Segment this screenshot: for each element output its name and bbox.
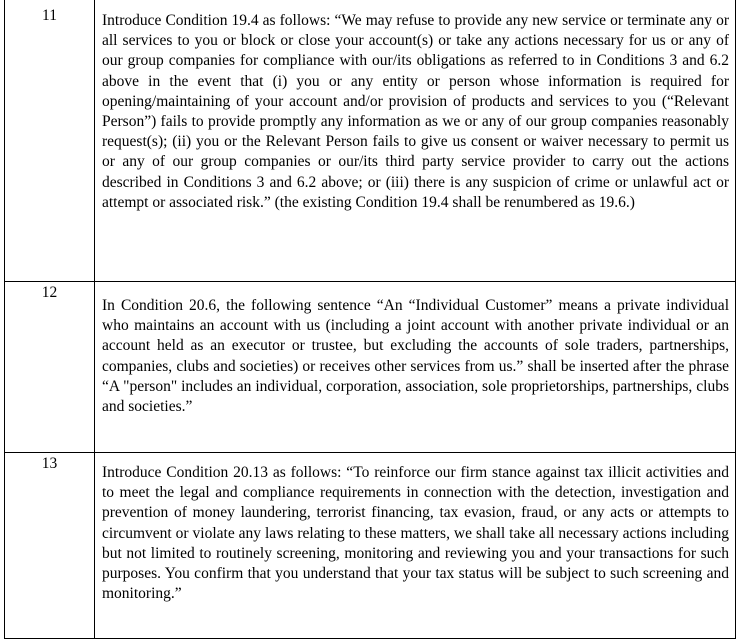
- item-number: 11: [5, 0, 95, 282]
- item-number: 12: [5, 282, 95, 453]
- table-row: [5, 453, 736, 639]
- table-row: [5, 282, 736, 453]
- item-text: Introduce Condition 20.13 as follows: “To reinforce our firm stance against tax illicit activities and to meet the legal and compliance requirements in connection with the detection, investigation and prevention of money laundering, terrorist financing, tax evasion, fraud, or any acts or attempts to circumvent or violate any laws relating to these matters, we shall take all necessary actions including but not limited to routinely screening, monitoring and reviewing you and your transactions for such purposes. You confirm that you understand that your tax status will be subject to such screening and monitoring.”: [95, 453, 736, 639]
- amendments-table: [4, 0, 736, 639]
- item-text: In Condition 20.6, the following sentence “An “Individual Customer” means a private individual who maintains an account with us (including a joint account with another private individual or an account held as an executor or trustee, but excluding the accounts of sole traders, partnerships, companies, clubs and societies) or receives other services from us.” shall be inserted after the phrase “A "person" includes an individual, corporation, association, sole proprietorships, partnerships, clubs and societies.”: [95, 282, 736, 453]
- item-text: Introduce Condition 19.4 as follows: “We may refuse to provide any new service or terminate any or all services to you or block or close your account(s) or take any actions necessary for us or any of our group companies for compliance with our/its obligations as referred to in Conditions 3 and 6.2 above in the event that (i) you or any entity or person whose information is required for opening/maintaining of your account and/or provision of products and services to you (“Relevant Person”) fails to provide promptly any information as we or any of our group companies reasonably request(s); (ii) you or the Relevant Person fails to give us consent or waiver necessary to permit us or any of our group companies or our/its third party service provider to carry out the actions described in Conditions 3 and 6.2 above; or (iii) there is any suspicion of crime or unlawful act or attempt or associated risk.” (the existing Condition 19.4 shall be renumbered as 19.6.): [95, 0, 736, 282]
- item-number: 13: [5, 453, 95, 639]
- table-row: [5, 0, 736, 282]
